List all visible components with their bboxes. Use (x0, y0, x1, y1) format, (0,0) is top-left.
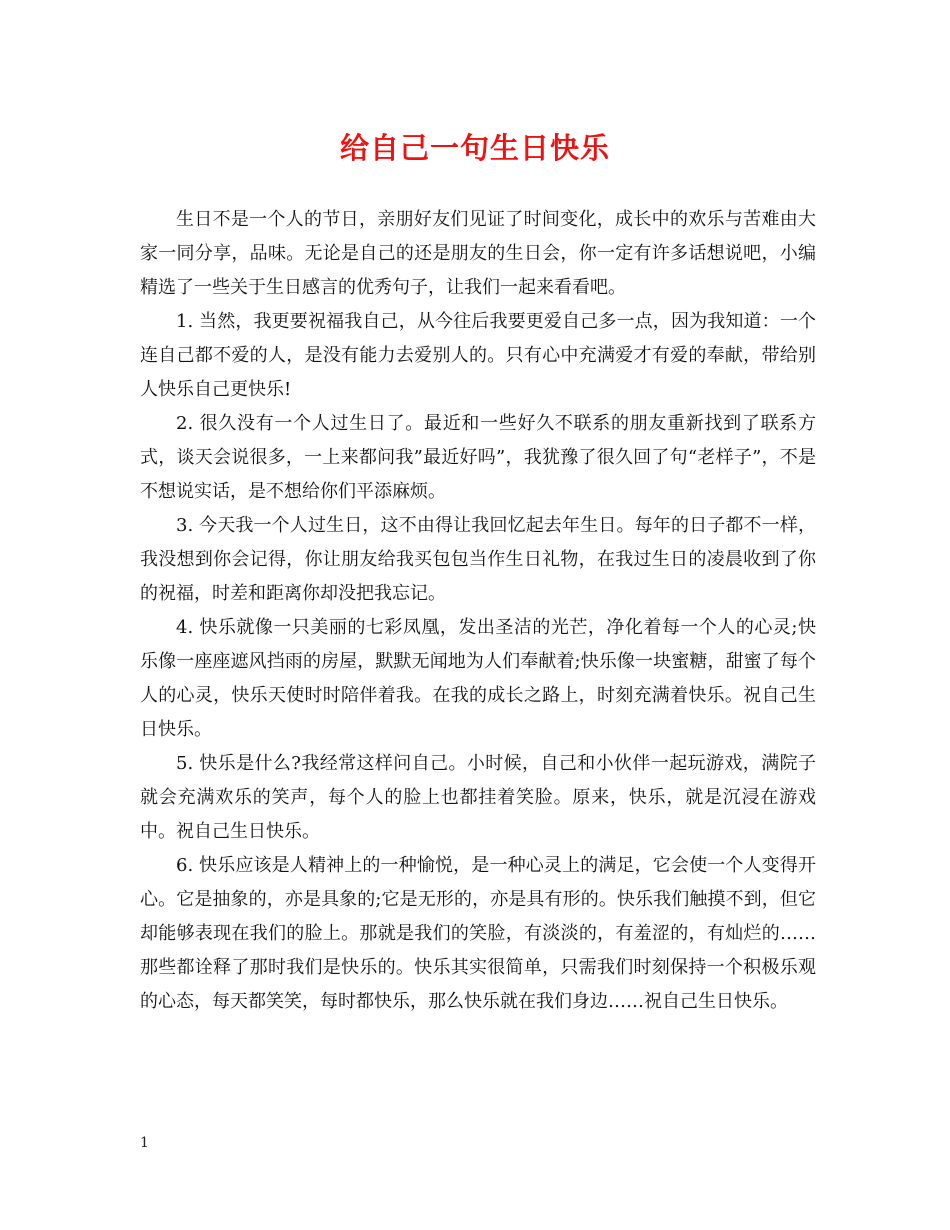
paragraph-item-1: 1. 当然，我更要祝福我自己，从今往后我要更爱自己多一点，因为我知道：一个连自己都不爱的人，是没有能力去爱别人的。只有心中充满爱才有爱的奉献，带给别人快乐自己更快乐! (140, 311, 816, 400)
paragraph-item-5: 5. 快乐是什么?我经常这样问自己。小时候，自己和小伙伴一起玩游戏，满院子就会充满欢乐的笑声，每个人的脸上也都挂着笑脸。原来，快乐，就是沉浸在游戏中。祝自己生日快乐。 (140, 753, 816, 842)
paragraph-item-6: 6. 快乐应该是人精神上的一种愉悦，是一种心灵上的满足，它会使一个人变得开心。它是抽象的，亦是具象的;它是无形的，亦是具有形的。快乐我们触摸不到，但它却能够表现在我们的脸上。那就是我们的笑脸，有淡淡的，有羞涩的，有灿烂的……那些都诠释了那时我们是快乐的。快乐其实很简单，只需我们时刻保持一个积极乐观的心态，每天都笑笑，每时都快乐，那么快乐就在我们身边……祝自己生日快乐。 (140, 855, 816, 1012)
document-body (140, 203, 816, 1019)
paragraph-item-2: 2. 很久没有一个人过生日了。最近和一些好久不联系的朋友重新找到了联系方式，谈天会说很多，一上来都问我”最近好吗”，我犹豫了很久回了句“老样子”，不是不想说实话，是不想给你们平添麻烦。 (140, 413, 816, 502)
intro-paragraph: 生日不是一个人的节日，亲朋好友们见证了时间变化，成长中的欢乐与苦难由大家一同分享，品味。无论是自己的还是朋友的生日会，你一定有许多话想说吧，小编精选了一些关于生日感言的优秀句子，让我们一起来看看吧。 (140, 209, 816, 298)
page-number: 1 (140, 1135, 149, 1151)
paragraph-item-4: 4. 快乐就像一只美丽的七彩凤凰，发出圣洁的光芒，净化着每一个人的心灵;快乐像一座座遮风挡雨的房屋，默默无闻地为人们奉献着;快乐像一块蜜糖，甜蜜了每个人的心灵，快乐天使时时陪伴着我。在我的成长之路上，时刻充满着快乐。祝自己生日快乐。 (140, 617, 816, 740)
document-title: 给自己一句生日快乐 (339, 131, 610, 165)
paragraph-item-3: 3. 今天我一个人过生日，这不由得让我回忆起去年生日。每年的日子都不一样，我没想到你会记得，你让朋友给我买包包当作生日礼物，在我过生日的凌晨收到了你的祝福，时差和距离你却没把我忘记。 (140, 515, 816, 604)
